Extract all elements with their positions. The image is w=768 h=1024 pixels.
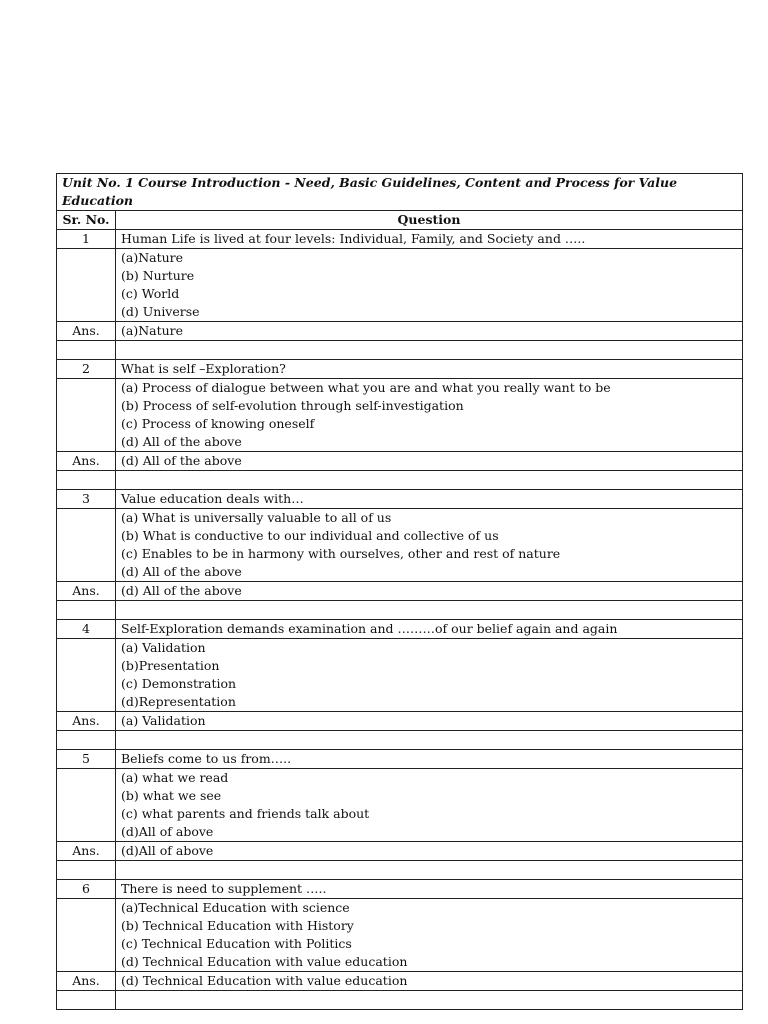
options-cell [116, 769, 743, 842]
option: (d) All of the above [121, 564, 242, 579]
empty-cell [57, 341, 116, 360]
answer-label: Ans. [57, 972, 116, 991]
answer-label: Ans. [57, 842, 116, 861]
empty-cell [57, 471, 116, 490]
unit-title: Unit No. 1 Course Introduction - Need, Basic Guidelines, Content and Process for Value Education [57, 174, 743, 211]
answer-label: Ans. [57, 582, 116, 601]
spacer-row [57, 991, 743, 1010]
question-row [57, 230, 743, 249]
option: (b) What is conductive to our individual and collective of us [121, 528, 499, 543]
option: (d) Universe [121, 304, 200, 319]
option: (d)All of above [121, 824, 214, 839]
empty-cell [116, 341, 743, 360]
option: (b) Technical Education with History [121, 918, 354, 933]
answer-row [57, 452, 743, 471]
question-number: 1 [57, 230, 116, 249]
spacer-row [57, 601, 743, 620]
option: (c) Technical Education with Politics [121, 936, 352, 951]
unit-title-row [57, 174, 743, 211]
question-number: 2 [57, 360, 116, 379]
answer-label: Ans. [57, 712, 116, 731]
question-number: 3 [57, 490, 116, 509]
empty-cell [116, 601, 743, 620]
empty-cell [116, 731, 743, 750]
answer-row [57, 582, 743, 601]
option: (c) World [121, 286, 180, 301]
empty-cell [57, 601, 116, 620]
option: (c) Enables to be in harmony with ourselves, other and rest of nature [121, 546, 561, 561]
answer-label: Ans. [57, 322, 116, 341]
option: (d) Technical Education with value education [121, 954, 408, 969]
options-row [57, 899, 743, 972]
question-text: There is need to supplement ….. [116, 880, 743, 899]
answer-text: (d) All of the above [116, 582, 743, 601]
empty-cell [57, 731, 116, 750]
option: (b) Process of self-evolution through self-investigation [121, 398, 464, 413]
empty-cell [57, 991, 116, 1010]
options-cell [116, 639, 743, 712]
question-row [57, 490, 743, 509]
answer-text: (a) Validation [116, 712, 743, 731]
empty-cell [116, 991, 743, 1010]
spacer-row [57, 861, 743, 880]
answer-text: (d) Technical Education with value education [116, 972, 743, 991]
option: (a) Process of dialogue between what you are and what you really want to be [121, 380, 611, 395]
header-sr-no: Sr. No. [57, 211, 116, 230]
answer-row [57, 972, 743, 991]
empty-cell [57, 379, 116, 452]
answer-row [57, 712, 743, 731]
option: (a) What is universally valuable to all of us [121, 510, 392, 525]
empty-cell [57, 249, 116, 322]
question-number: 6 [57, 880, 116, 899]
question-number: 4 [57, 620, 116, 639]
option: (c) what parents and friends talk about [121, 806, 370, 821]
question-text: Human Life is lived at four levels: Individual, Family, and Society and ….. [116, 230, 743, 249]
option: (b) what we see [121, 788, 222, 803]
question-number: 5 [57, 750, 116, 769]
answer-text: (d) All of the above [116, 452, 743, 471]
question-text: What is self –Exploration? [116, 360, 743, 379]
question-row [57, 620, 743, 639]
options-cell [116, 249, 743, 322]
spacer-row [57, 341, 743, 360]
empty-cell [57, 861, 116, 880]
answer-label: Ans. [57, 452, 116, 471]
options-cell [116, 899, 743, 972]
empty-cell [57, 899, 116, 972]
answer-text: (a)Nature [116, 322, 743, 341]
question-text: Self-Exploration demands examination and ………of our belief again and again [116, 620, 743, 639]
header-question: Question [116, 211, 743, 230]
options-row [57, 249, 743, 322]
options-cell [116, 509, 743, 582]
empty-cell [116, 861, 743, 880]
options-row [57, 769, 743, 842]
empty-cell [57, 639, 116, 712]
option: (c) Demonstration [121, 676, 237, 691]
spacer-row [57, 731, 743, 750]
answer-row [57, 322, 743, 341]
empty-cell [116, 471, 743, 490]
option: (c) Process of knowing oneself [121, 416, 315, 431]
options-cell [116, 379, 743, 452]
question-table [56, 173, 743, 1010]
answer-text: (d)All of above [116, 842, 743, 861]
header-row [57, 211, 743, 230]
spacer-row [57, 471, 743, 490]
option: (a) what we read [121, 770, 229, 785]
question-row [57, 750, 743, 769]
question-text: Value education deals with… [116, 490, 743, 509]
option: (b)Presentation [121, 658, 220, 673]
option: (d)Representation [121, 694, 236, 709]
option: (a)Technical Education with science [121, 900, 350, 915]
empty-cell [57, 509, 116, 582]
question-row [57, 360, 743, 379]
options-row [57, 509, 743, 582]
option: (a) Validation [121, 640, 206, 655]
answer-row [57, 842, 743, 861]
empty-cell [57, 769, 116, 842]
question-row [57, 880, 743, 899]
option: (d) All of the above [121, 434, 242, 449]
question-text: Beliefs come to us from….. [116, 750, 743, 769]
options-row [57, 639, 743, 712]
options-row [57, 379, 743, 452]
option: (a)Nature [121, 250, 184, 265]
option: (b) Nurture [121, 268, 195, 283]
